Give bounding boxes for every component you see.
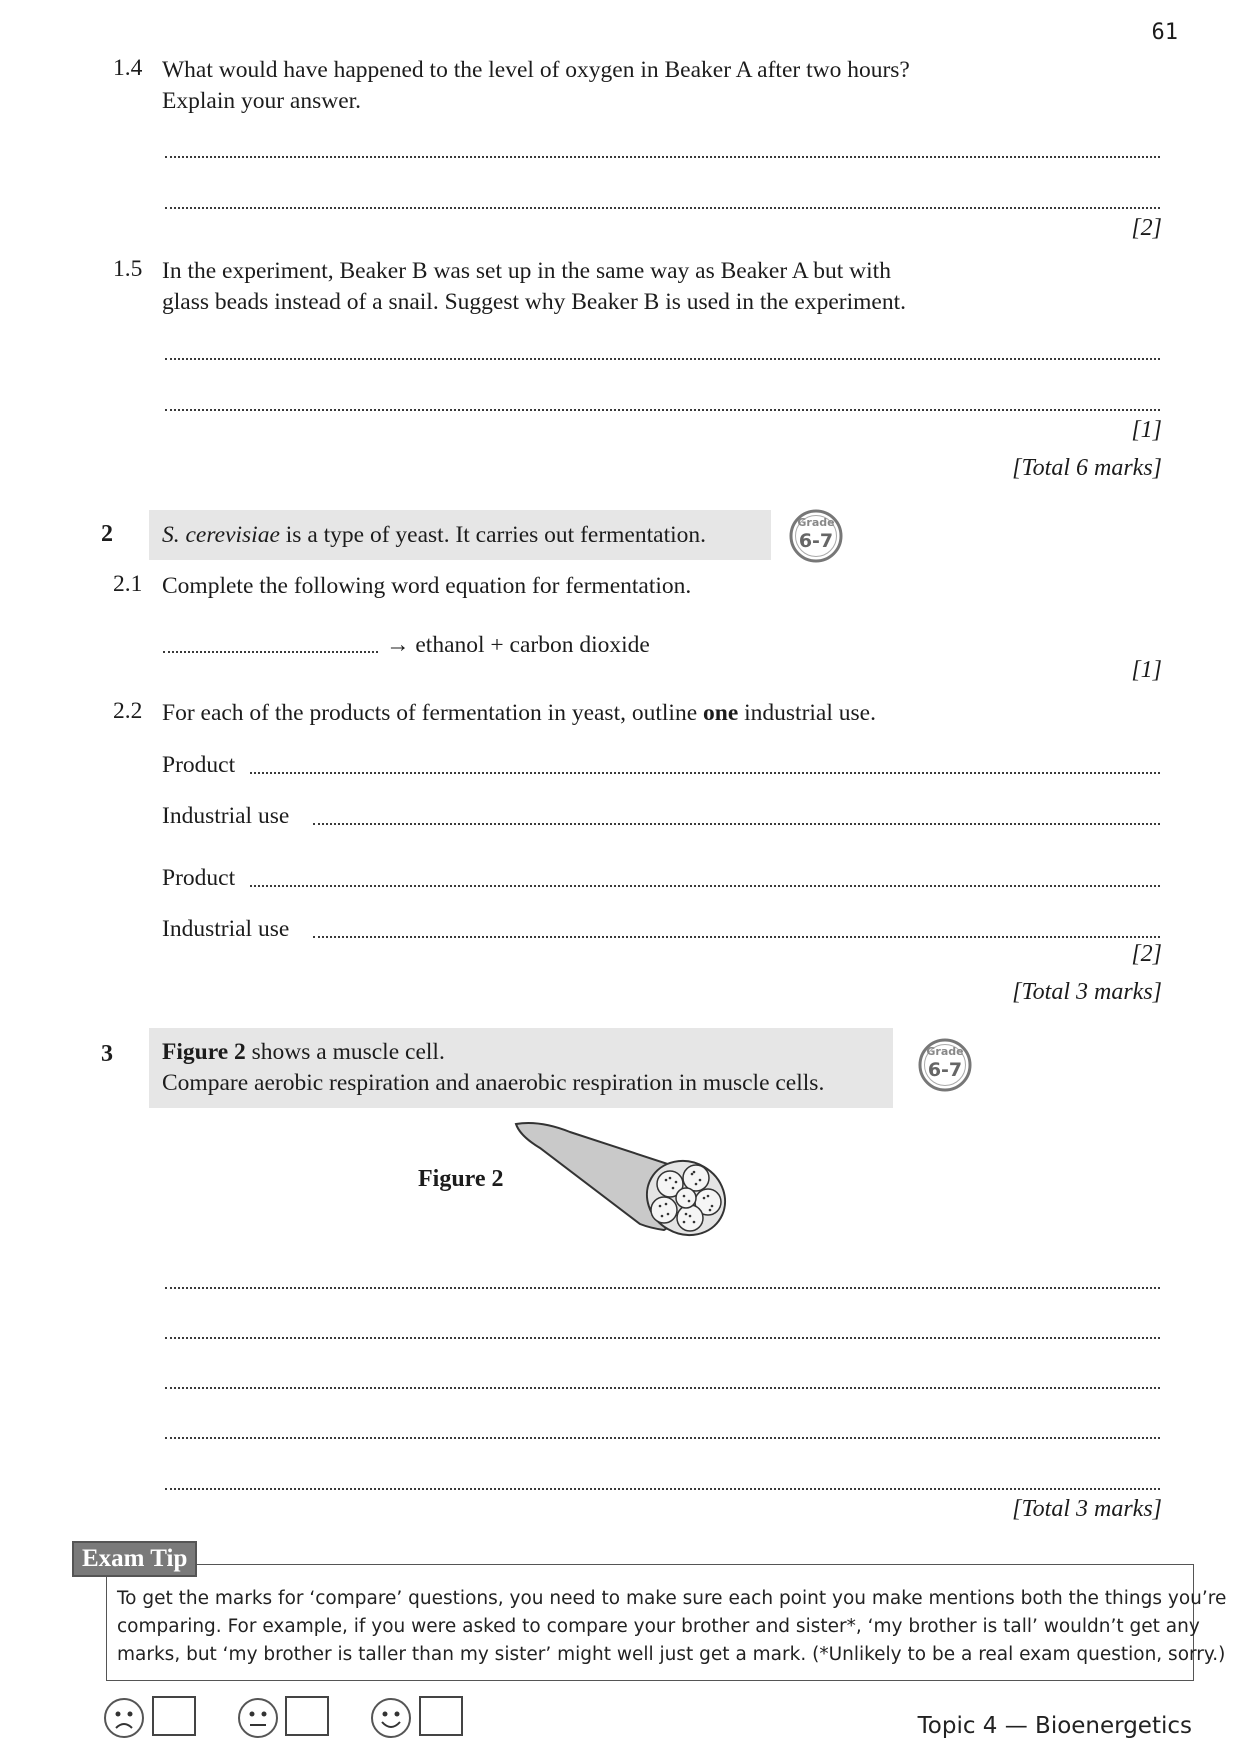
product-answer-line[interactable]: [250, 885, 1160, 887]
q1-5-marks: [1]: [1131, 417, 1162, 443]
q1-4-number: 1.4: [113, 55, 143, 81]
exam-tip-line: comparing. For example, if you were asked to compare your brother and sister*, ‘my brother is tall’ wouldn’t get any: [117, 1616, 1200, 1637]
q2-intro: [162, 520, 706, 551]
q1-4-text-line1: What would have happened to the level of oxygen in Beaker A after two hours?: [162, 57, 910, 83]
equation-blank[interactable]: [163, 651, 378, 653]
equation-rest: → ethanol + carbon dioxide: [386, 632, 650, 658]
q2-2-marks: [2]: [1131, 941, 1162, 967]
q1-4-marks: [2]: [1131, 215, 1162, 241]
q1-5-text-line1: In the experiment, Beaker B was set up in the same way as Beaker A but with: [162, 258, 891, 284]
industrial-use-answer-line[interactable]: [313, 823, 1160, 825]
sad-face-icon: [102, 1696, 146, 1740]
q3-figure-ref: Figure 2: [162, 1039, 246, 1065]
q2-1-text: Complete the following word equation for fermentation.: [162, 573, 692, 599]
grade-badge-label: Grade: [926, 1045, 964, 1058]
grade-badge: [917, 1037, 973, 1093]
q3-number: 3: [101, 1041, 113, 1067]
grade-badge: [788, 508, 844, 564]
q2-2-text-bold: one: [703, 700, 739, 726]
industrial-use-answer-line[interactable]: [313, 936, 1160, 938]
answer-line[interactable]: [165, 1488, 1160, 1490]
answer-line[interactable]: [165, 1437, 1160, 1439]
answer-line[interactable]: [165, 1387, 1160, 1389]
q2-intro-text: is a type of yeast. It carries out fermentation.: [279, 522, 707, 548]
q2-1-marks: [1]: [1131, 657, 1162, 683]
figure-label: Figure 2: [418, 1166, 504, 1192]
page-number: 61: [1151, 20, 1178, 45]
q1-5-number: 1.5: [113, 256, 143, 282]
self-assessment-checkbox[interactable]: [152, 1696, 196, 1736]
q2-2-text: [162, 698, 876, 729]
industrial-use-label: Industrial use: [162, 803, 290, 829]
q3-text-line2: Compare aerobic respiration and anaerobic respiration in muscle cells.: [162, 1070, 825, 1096]
neutral-face-icon: [236, 1696, 280, 1740]
industrial-use-label: Industrial use: [162, 916, 290, 942]
exam-tip-line: To get the marks for ‘compare’ questions, you need to make sure each point you make mentions both the things you’re: [117, 1588, 1227, 1609]
topic-footer: Topic 4 — Bioenergetics: [917, 1713, 1192, 1739]
grade-badge-label: Grade: [797, 516, 835, 529]
q2-2-number: 2.2: [113, 698, 143, 724]
exam-tip-label: Exam Tip: [72, 1541, 197, 1577]
q1-total-marks: [Total 6 marks]: [1012, 455, 1162, 481]
q2-1-number: 2.1: [113, 571, 143, 597]
answer-line[interactable]: [165, 358, 1160, 360]
answer-line[interactable]: [165, 409, 1160, 411]
q1-5-text-line2: glass beads instead of a snail. Suggest why Beaker B is used in the experiment.: [162, 289, 907, 315]
product-label: Product: [162, 865, 236, 891]
answer-line[interactable]: [165, 1287, 1160, 1289]
q1-4-text-line2: Explain your answer.: [162, 88, 362, 114]
q2-total-marks: [Total 3 marks]: [1012, 979, 1162, 1005]
exam-tip-line: marks, but ‘my brother is taller than my sister’ might well just get a mark. (*Unlikely to be a real exam question, sorry.): [117, 1644, 1226, 1665]
q3-total-marks: [Total 3 marks]: [1012, 1496, 1162, 1522]
answer-line[interactable]: [165, 156, 1160, 158]
answer-line[interactable]: [165, 207, 1160, 209]
exam-tip-text: [117, 1585, 1226, 1669]
species-name: S. cerevisiae: [162, 522, 280, 548]
muscle-cell-figure: [510, 1118, 730, 1238]
product-answer-line[interactable]: [250, 772, 1160, 774]
grade-badge-value: 6-7: [927, 1059, 963, 1081]
q3-line1-rest: shows a muscle cell.: [245, 1039, 445, 1065]
grade-badge-value: 6-7: [798, 530, 834, 552]
q2-2-text-before: For each of the products of fermentation in yeast, outline: [162, 700, 703, 726]
product-label: Product: [162, 752, 236, 778]
q3-text-line1: [162, 1037, 445, 1068]
happy-face-icon: [369, 1696, 413, 1740]
q2-number: 2: [101, 521, 113, 547]
answer-line[interactable]: [165, 1337, 1160, 1339]
q2-2-text-after: industrial use.: [738, 700, 876, 726]
self-assessment-checkbox[interactable]: [419, 1696, 463, 1736]
self-assessment-checkbox[interactable]: [285, 1696, 329, 1736]
